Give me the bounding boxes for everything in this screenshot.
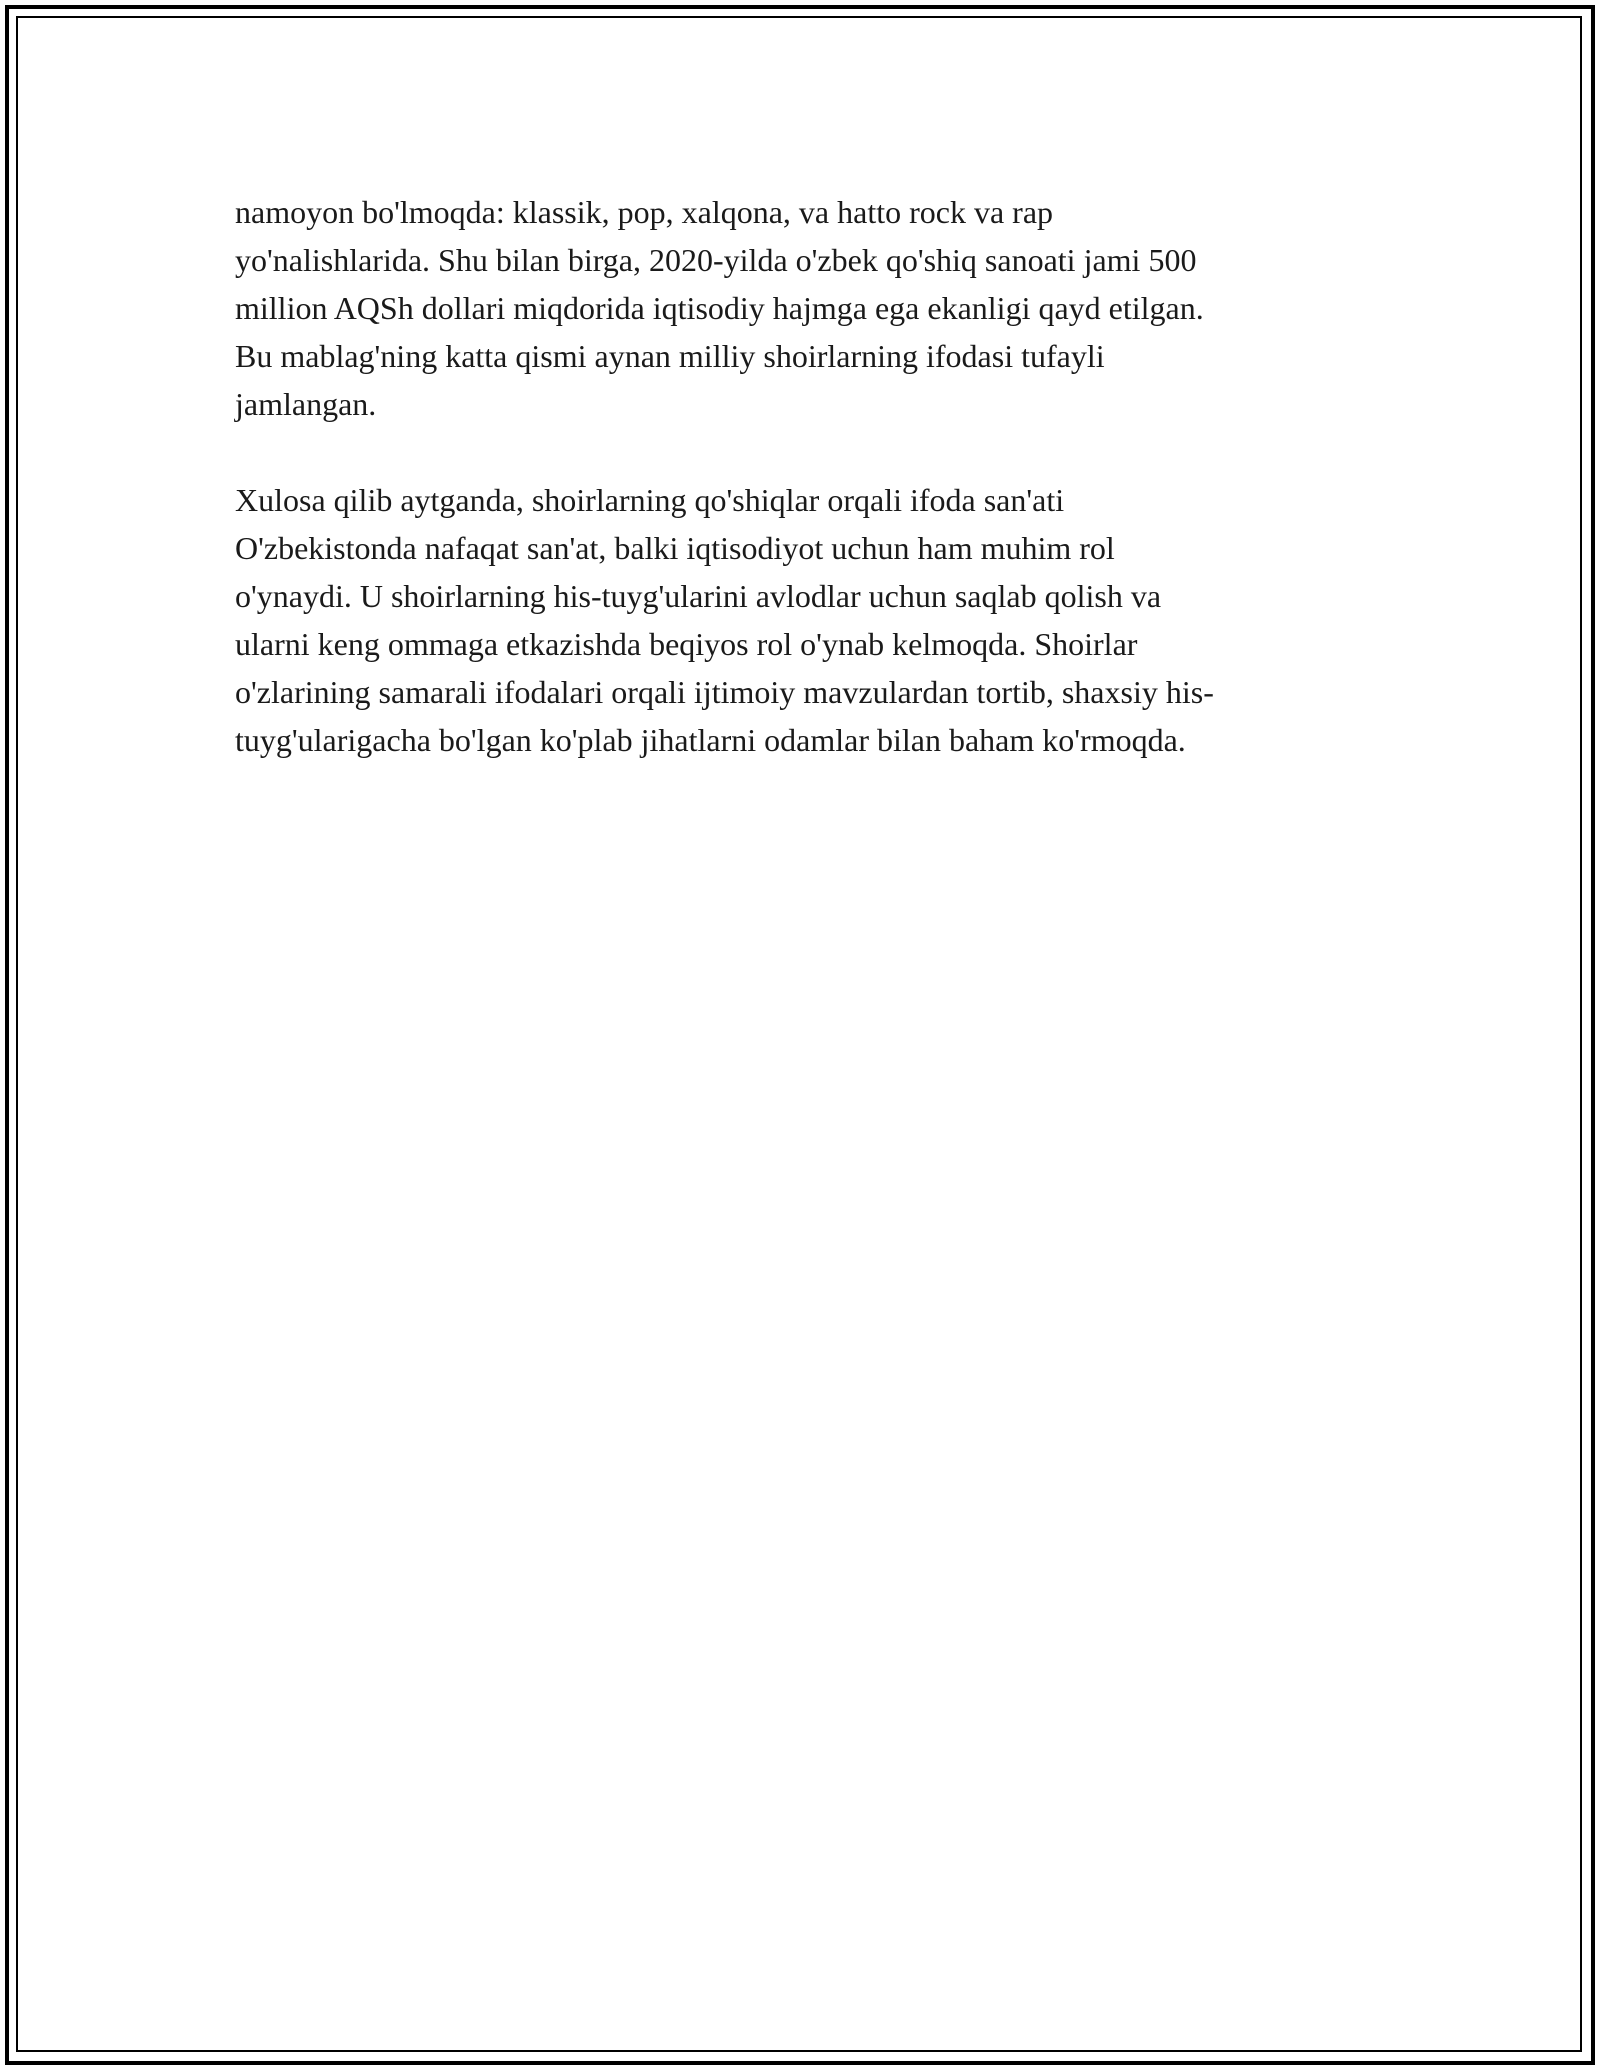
document-body bbox=[235, 188, 1365, 812]
paragraph-industry-value: namoyon bo'lmoqda: klassik, pop, xalqona, va hatto rock va rap yo'nalishlarida. Shu bilan birga, 2020-yilda o'zbek qo'shiq sanoati jami 500 million AQSh dollari miqdorida iqtisodiy hajmga ega ekanligi qayd etilgan. Bu mablag'ning katta qismi aynan milliy shoirlarning ifodasi tufayli jamlangan. bbox=[235, 194, 1204, 422]
paragraph-conclusion: Xulosa qilib aytganda, shoirlarning qo'shiqlar orqali ifoda san'ati O'zbekistonda nafaqat san'at, balki iqtisodiyot uchun ham muhim rol o'ynaydi. U shoirlarning his-tuyg'ularini avlodlar uchun saqlab qolish va ularni keng ommaga etkazishda beqiyos rol o'ynab kelmoqda. Shoirlar o'zlarining samarali ifodalari orqali ijtimoiy mavzulardan tortib, shaxsiy his- tuyg'ularigacha bo'lgan ko'plab jihatlarni odamlar bilan baham ko'rmoqda. bbox=[235, 482, 1214, 758]
